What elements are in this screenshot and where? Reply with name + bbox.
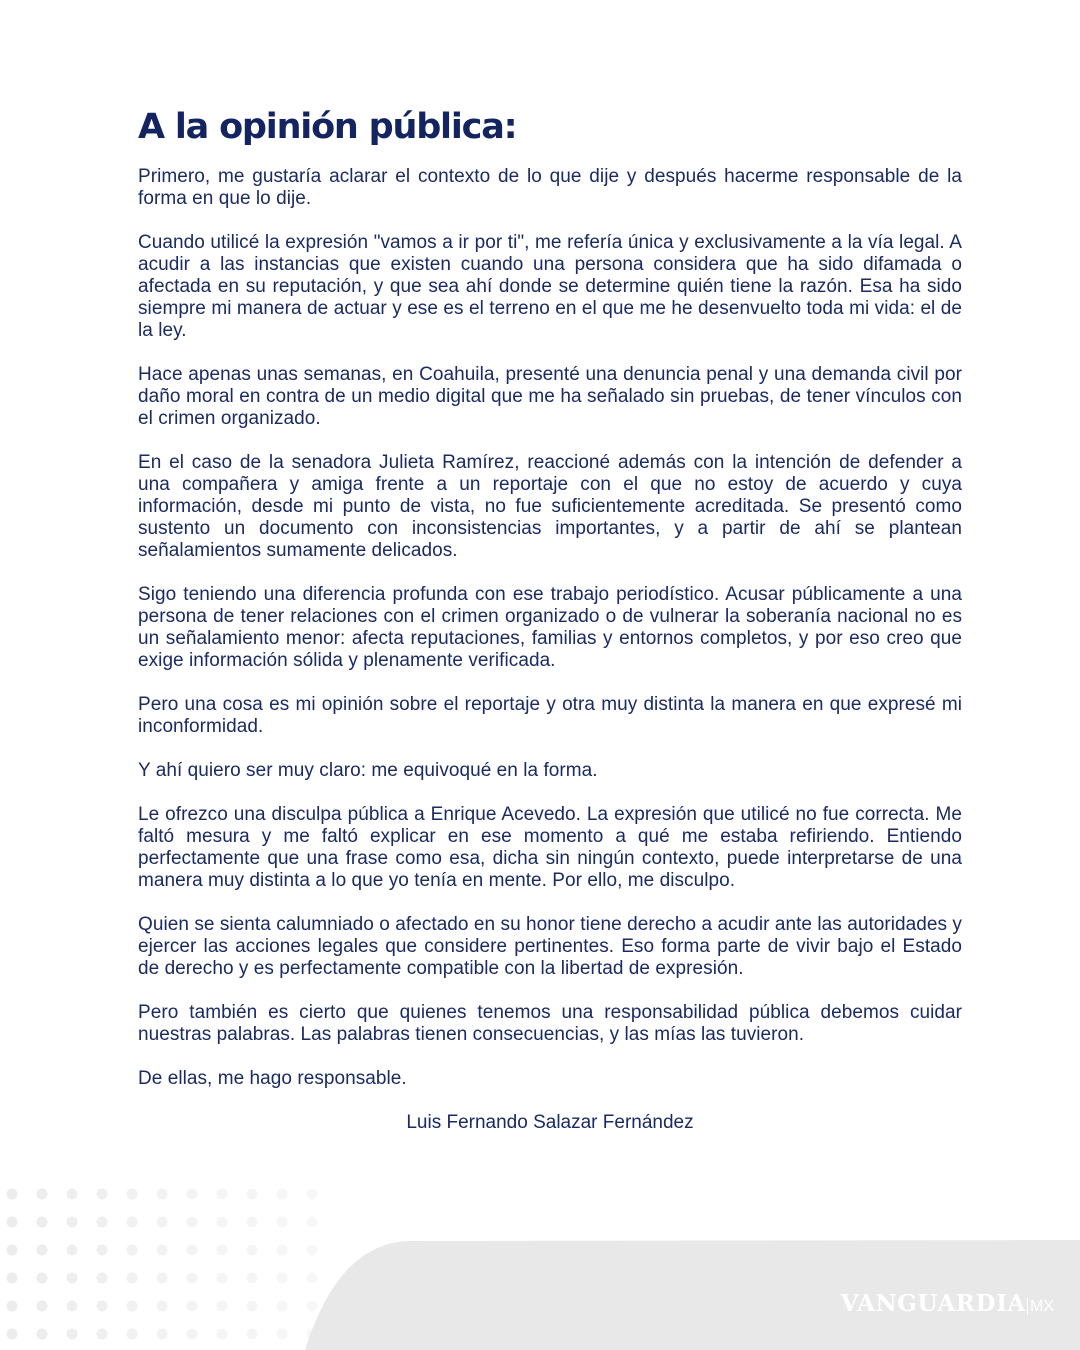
letter-body <box>138 104 962 1134</box>
decorative-dot <box>277 1189 288 1200</box>
letter-paragraph: Y ahí quiero ser muy claro: me equivoqué en la forma. <box>138 760 598 781</box>
letter-paragraph: Pero una cosa es mi opinión sobre el reportaje y otra muy distinta la manera en que expresé mi inconformidad. <box>138 694 962 737</box>
watermark-brand: VANGUARDIA <box>840 1290 1026 1317</box>
watermark-logo <box>841 1290 1054 1317</box>
decorative-dot <box>37 1189 48 1200</box>
decorative-dot <box>187 1189 198 1200</box>
watermark-suffix: MX <box>1027 1298 1054 1315</box>
decorative-dot <box>217 1217 228 1228</box>
letter-paragraph: Cuando utilicé la expresión "vamos a ir por ti", me refería única y exclusivamente a la vía legal. A acudir a las instancias que existen cuando una persona considera que ha sido difamada o afectada en su reputación, y que sea ahí donde se determine quién tiene la razón. Esa ha sido siempre mi manera de actuar y ese es el terreno en el que me he desenvuelto toda mi vida: el de la ley. <box>138 232 962 341</box>
letter-paragraph: Pero también es cierto que quienes tenemos una responsabilidad pública debemos cuidar nuestras palabras. Las palabras tienen consecuencias, y las mías las tuvieron. <box>138 1002 962 1045</box>
letter-paragraph: Sigo teniendo una diferencia profunda con ese trabajo periodístico. Acusar públicamente a una persona de tener relaciones con el crimen organizado o de vulnerar la soberanía nacional no es un señalamiento menor: afecta reputaciones, familias y entornos completos, y por eso creo que exige información sólida y plenamente verificada. <box>138 584 962 671</box>
decorative-dot <box>67 1189 78 1200</box>
decorative-dot <box>97 1189 108 1200</box>
decorative-dot <box>37 1217 48 1228</box>
decorative-dot <box>7 1189 18 1200</box>
letter-paragraph: Le ofrezco una disculpa pública a Enrique Acevedo. La expresión que utilicé no fue correcta. Me faltó mesura y me faltó explicar en ese momento a qué me estaba refiriendo. Entiendo perfectamente que una frase como esa, dicha sin ningún contexto, puede interpretarse de una manera muy distinta a lo que yo tenía en mente. Por ello, me disculpo. <box>138 804 962 891</box>
decorative-dot <box>67 1217 78 1228</box>
decorative-dot <box>97 1217 108 1228</box>
letter-title: A la opinión pública: <box>138 107 517 147</box>
decorative-dot <box>307 1217 318 1228</box>
decorative-dot <box>7 1217 18 1228</box>
decorative-dot <box>157 1189 168 1200</box>
letter-paragraph: En el caso de la senadora Julieta Ramírez, reaccioné además con la intención de defender a una compañera y amiga frente a un reportaje con el que no estoy de acuerdo y cuya información, desde mi punto de vista, no fue suficientemente acreditada. Se presentó como sustento un documento con inconsistencias importantes, y a partir de ahí se plantean señalamientos sumamente delicados. <box>138 452 962 561</box>
letter-paragraph: Quien se sienta calumniado o afectado en su honor tiene derecho a acudir ante las autoridades y ejercer las acciones legales que considere pertinentes. Eso forma parte de vivir bajo el Estado de derecho y es perfectamente compatible con la libertad de expresión. <box>138 914 962 979</box>
decorative-dot <box>307 1189 318 1200</box>
decorative-dot <box>217 1189 228 1200</box>
signature: Luis Fernando Salazar Fernández <box>406 1112 694 1133</box>
letter-closing: De ellas, me hago responsable. <box>138 1068 407 1089</box>
decorative-dot <box>247 1217 258 1228</box>
decorative-dot <box>187 1217 198 1228</box>
decorative-dot <box>157 1217 168 1228</box>
letter-paragraph: Primero, me gustaría aclarar el contexto de lo que dije y después hacerme responsable de la forma en que lo dije. <box>138 166 962 209</box>
decorative-dot <box>247 1189 258 1200</box>
decorative-dot <box>127 1217 138 1228</box>
decorative-dot <box>277 1217 288 1228</box>
decorative-dot <box>127 1189 138 1200</box>
letter-paragraph: Hace apenas unas semanas, en Coahuila, presenté una denuncia penal y una demanda civil por daño moral en contra de un medio digital que me ha señalado sin pruebas, de tener vínculos con el crimen organizado. <box>138 364 962 429</box>
